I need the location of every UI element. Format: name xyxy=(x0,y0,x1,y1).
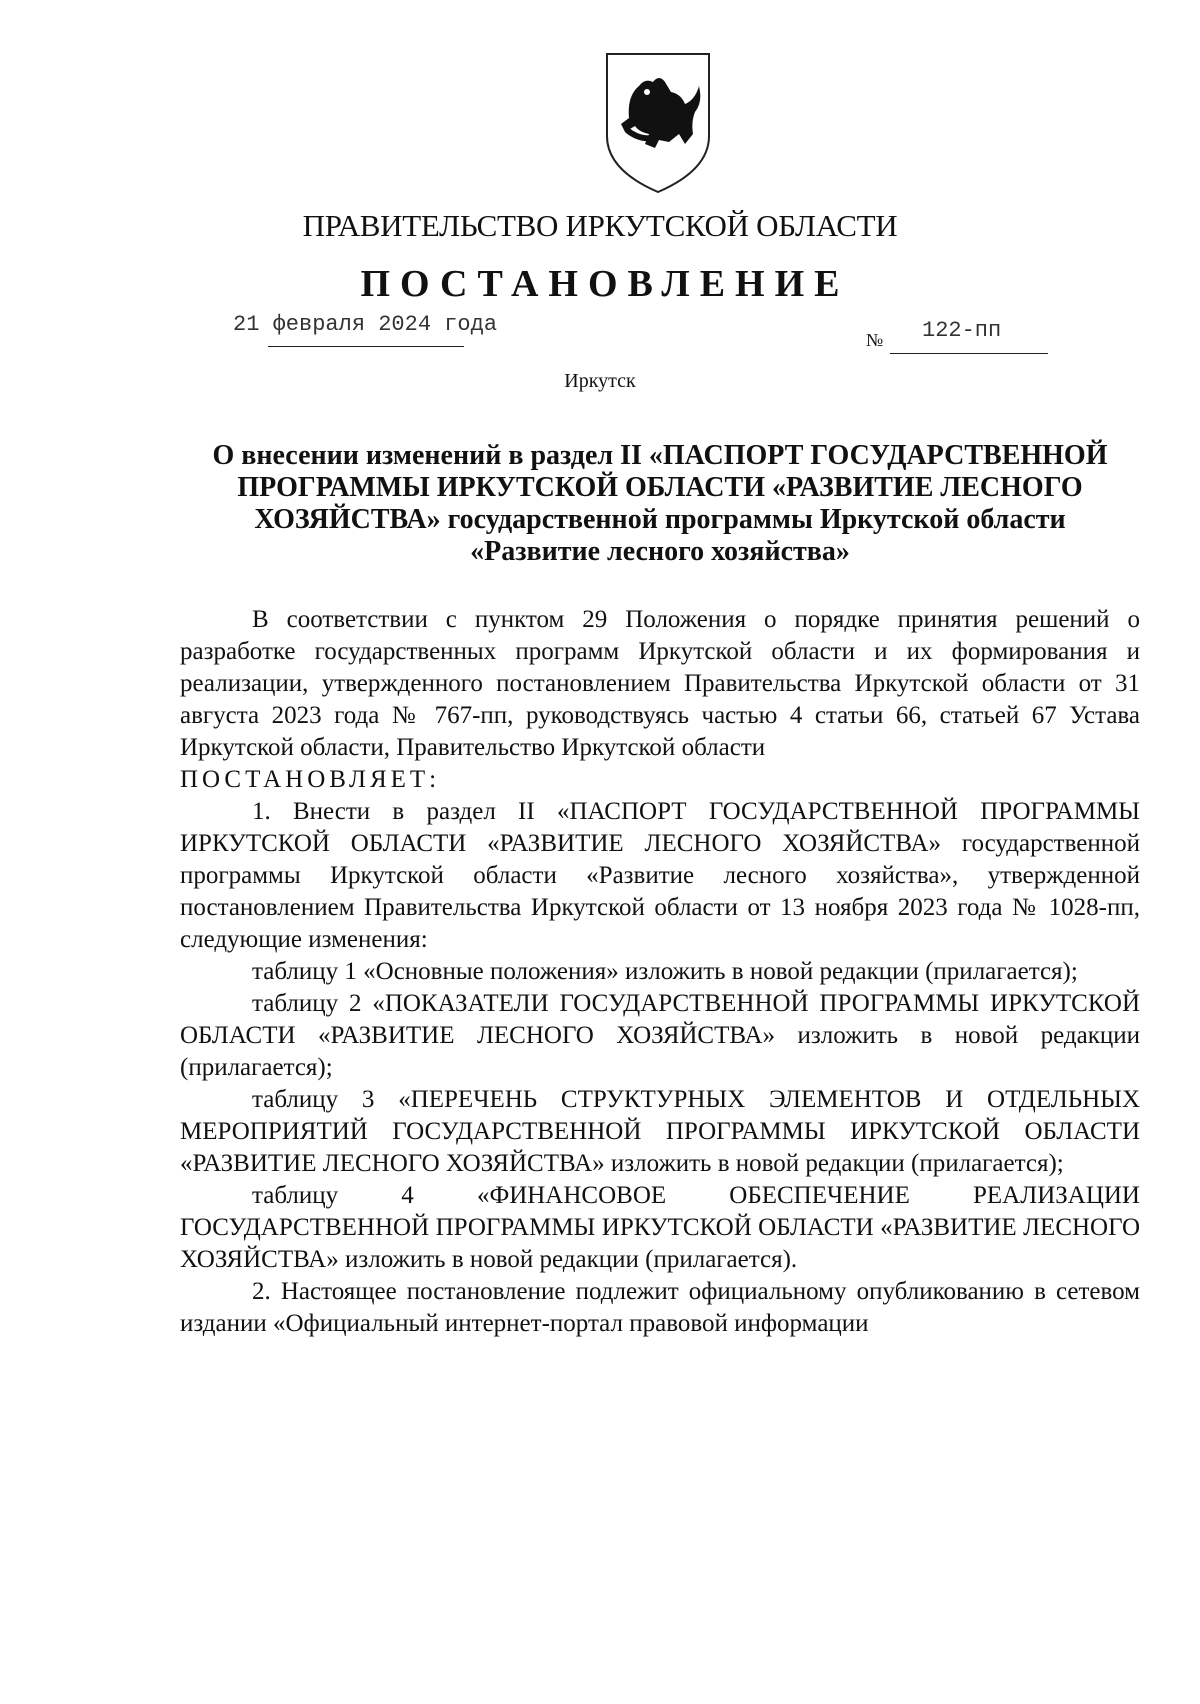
item-1-paragraph: 1. Внести в раздел II «ПАСПОРТ ГОСУДАРСТВЕННОЙ ПРОГРАММЫ ИРКУТСКОЙ ОБЛАСТИ «РАЗВИТИЕ ЛЕСНОГО ХОЗЯЙСТВА» государственной программы Иркутской области «Развитие лесного хозяйства», утвержденной постановлением Правительства Иркутской области от 13 ноября 2023 года № 1028-пп, следующие изменения: xyxy=(180,798,1140,953)
document-body xyxy=(180,604,1140,1340)
table-4-paragraph: таблицу 4 «ФИНАНСОВОЕ ОБЕСПЕЧЕНИЕ РЕАЛИЗАЦИИ ГОСУДАРСТВЕННОЙ ПРОГРАММЫ ИРКУТСКОЙ ОБЛАСТИ «РАЗВИТИЕ ЛЕСНОГО ХОЗЯЙСТВА» изложить в новой редакции (прилагается). xyxy=(180,1182,1140,1273)
number-underline xyxy=(890,353,1048,354)
table-3-paragraph: таблицу 3 «ПЕРЕЧЕНЬ СТРУКТУРНЫХ ЭЛЕМЕНТОВ И ОТДЕЛЬНЫХ МЕРОПРИЯТИЙ ГОСУДАРСТВЕННОЙ ПРОГРАММЫ ИРКУТСКОЙ ОБЛАСТИ «РАЗВИТИЕ ЛЕСНОГО ХОЗЯЙСТВА» изложить в новой редакции (прилагается); xyxy=(180,1086,1140,1177)
number-sign: № xyxy=(866,330,884,350)
item-2-paragraph: 2. Настоящее постановление подлежит официальному опубликованию в сетевом издании «Официальный интернет-портал правовой информации xyxy=(180,1278,1140,1337)
preamble-paragraph: В соответствии с пунктом 29 Положения о порядке принятия решений о разработке государственных программ Иркутской области и их формирования и реализации, утвержденного постановлением Правительства Иркутской области от 31 августа 2023 года № 767-пп, руководствуясь частью 4 статьи 66, статьей 67 Устава Иркутской области, Правительство Иркутской области xyxy=(180,606,1140,761)
document-number: 122-пп xyxy=(922,318,1002,343)
table-1-paragraph: таблицу 1 «Основные положения» изложить в новой редакции (прилагается); xyxy=(252,958,1078,985)
resolves-heading: ПОСТАНОВЛЯЕТ: xyxy=(180,766,441,793)
organization-name: ПРАВИТЕЛЬСТВО ИРКУТСКОЙ ОБЛАСТИ xyxy=(302,208,898,243)
document-type: ПОСТАНОВЛЕНИЕ xyxy=(360,263,850,305)
coat-of-arms-emblem xyxy=(599,48,717,196)
table-2-paragraph: таблицу 2 «ПОКАЗАТЕЛИ ГОСУДАРСТВЕННОЙ ПРОГРАММЫ ИРКУТСКОЙ ОБЛАСТИ «РАЗВИТИЕ ЛЕСНОГО ХОЗЯЙСТВА» изложить в новой редакции (прилагается); xyxy=(180,990,1140,1081)
document-title: О внесении изменений в раздел II «ПАСПОРТ ГОСУДАРСТВЕННОЙ ПРОГРАММЫ ИРКУТСКОЙ ОБЛАСТИ «РАЗВИТИЕ ЛЕСНОГО ХОЗЯЙСТВА» государственной программы Иркутской области «Развитие лесного хозяйства» xyxy=(212,440,1108,567)
document-date: 21 февраля 2024 года xyxy=(233,312,498,337)
document-city: Иркутск xyxy=(564,370,636,392)
babr-emblem-icon xyxy=(599,48,717,196)
date-underline xyxy=(268,346,464,347)
